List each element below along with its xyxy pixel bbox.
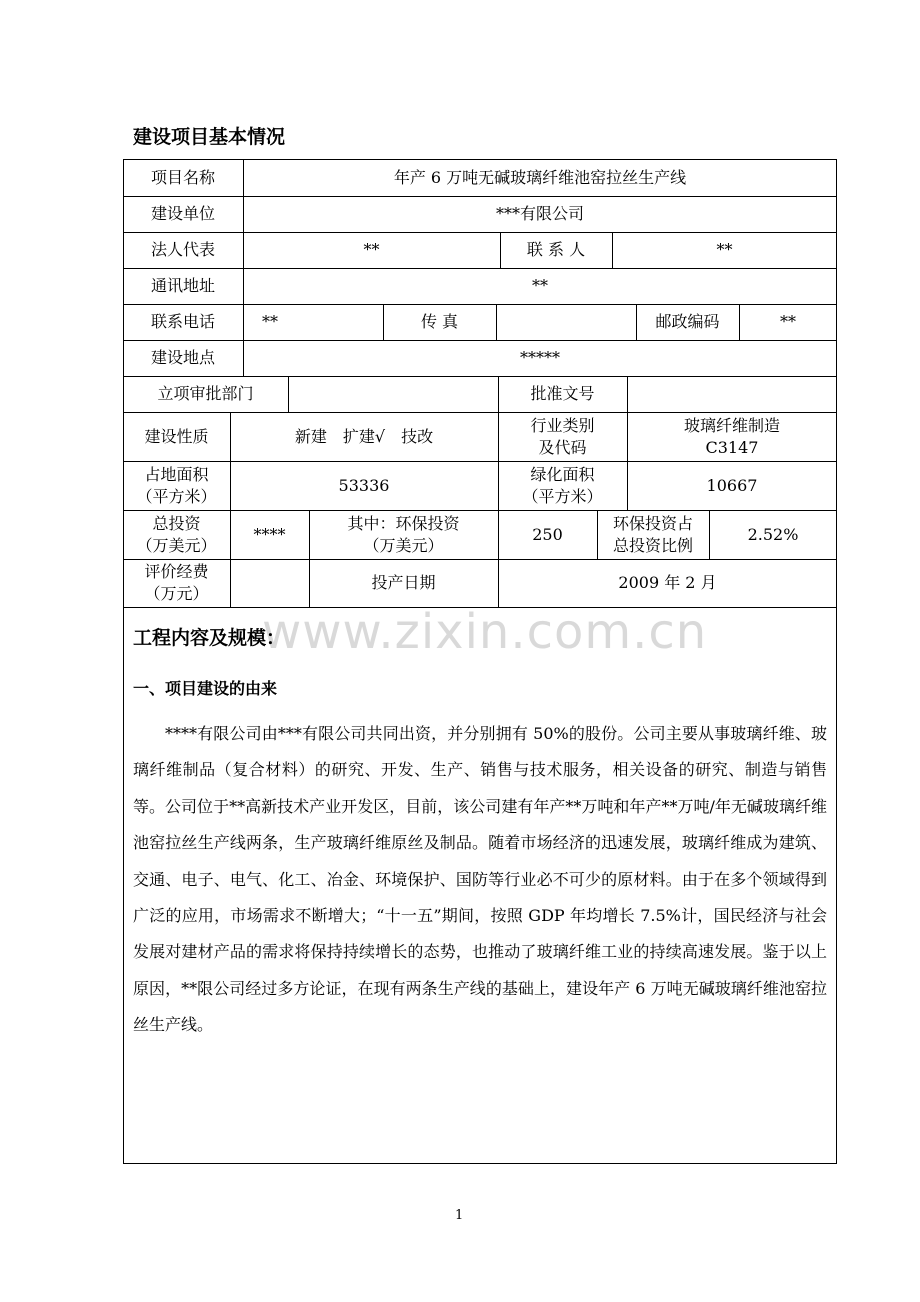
nature-label: 建设性质 [144,426,209,446]
builder-value: ***有限公司 [495,204,584,223]
postcode-value: ** [780,312,796,331]
page-number: 1 [455,1208,464,1223]
location-value: ***** [520,348,560,367]
start-date-value: 2009 年 2 月 [618,573,717,592]
nature-value: 新建 扩建√ 技改 [294,426,434,446]
subsection-title: 一、项目建设的由来 [133,679,278,698]
page-title: 建设项目基本情况 [133,126,286,148]
legal-rep-label: 法人代表 [150,240,215,259]
industry-value: 玻璃纤维制造 C3147 [683,415,780,457]
eval-fee-label: 评价经费 （万元） [144,562,209,603]
phone-value: ** [262,312,278,331]
section-title: 工程内容及规模： [133,627,286,649]
land-area-label: 占地面积 （平方米） [136,464,217,506]
approval-dept-label: 立项审批部门 [157,384,254,403]
total-invest-value: **** [253,524,286,544]
address-value: ** [532,276,548,295]
address-label: 通讯地址 [150,276,215,295]
phone-label: 联系电话 [150,312,215,331]
start-date-label: 投产日期 [371,573,436,592]
eval-fee-value [230,559,309,607]
green-area-value: 10667 [706,475,758,495]
env-ratio-value: 2.52% [747,524,799,544]
contact-value: ** [716,240,733,259]
location-label: 建设地点 [150,348,215,367]
total-invest-label: 总投资 （万美元） [136,513,217,555]
project-name-value: 年产 6 万吨无碱玻璃纤维池窑拉丝生产线 [393,167,687,187]
approval-doc-value [627,376,837,412]
env-ratio-label: 环保投资占 总投资比例 [612,513,693,555]
approval-doc-label: 批准文号 [530,384,595,403]
builder-label: 建设单位 [150,204,215,223]
green-area-label: 绿化面积 （平方米） [522,464,603,506]
postcode-label: 邮政编码 [655,312,720,331]
land-area-value: 53336 [338,475,390,495]
watermark: www.zixin.com.cn [262,604,708,660]
industry-label: 行业类别 及代码 [530,415,595,457]
env-invest-value: 250 [532,524,563,544]
project-name-label: 项目名称 [150,167,215,187]
env-invest-label: 其中：环保投资 （万美元） [347,513,460,555]
body-paragraph: ****有限公司由***有限公司共同出资，并分别拥有 50%的股份。公司主要从事玻璃纤维、玻璃纤维制品（复合材料）的研究、开发、生产、销售与技术服务，相关设备的研究、制造与销售等。公司位于**高新技术产业开发区，目前，该公司建有年产**万吨和年产**万吨/年无碱玻璃纤维池窑拉丝生产线两条，生产玻璃纤维原丝及制品。随着市场经济的迅速发展，玻璃纤维成为建筑、交通、电子、电气、化工、冶金、环境保护、国防等行业必不可少的原材料。由于在多个领域得到广泛的应用，市场需求不断增大；“十一五”期间，按照 GDP 年均增长 7.5%计，国民经济与社会发展对建材产品的需求将保持持续增长的态势，也推动了玻璃纤维工业的持续高速发展。鉴于以上原因，**限公司经过多方论证，在现有两条生产线的基础上，建设年产 6 万吨无碱玻璃纤维池窑拉丝生产线。 [133,724,827,1035]
fax-value [496,304,636,340]
legal-rep-value: ** [363,240,380,259]
fax-label: 传 真 [420,312,459,331]
contact-label: 联 系 人 [526,240,586,259]
approval-dept-value [288,376,498,412]
